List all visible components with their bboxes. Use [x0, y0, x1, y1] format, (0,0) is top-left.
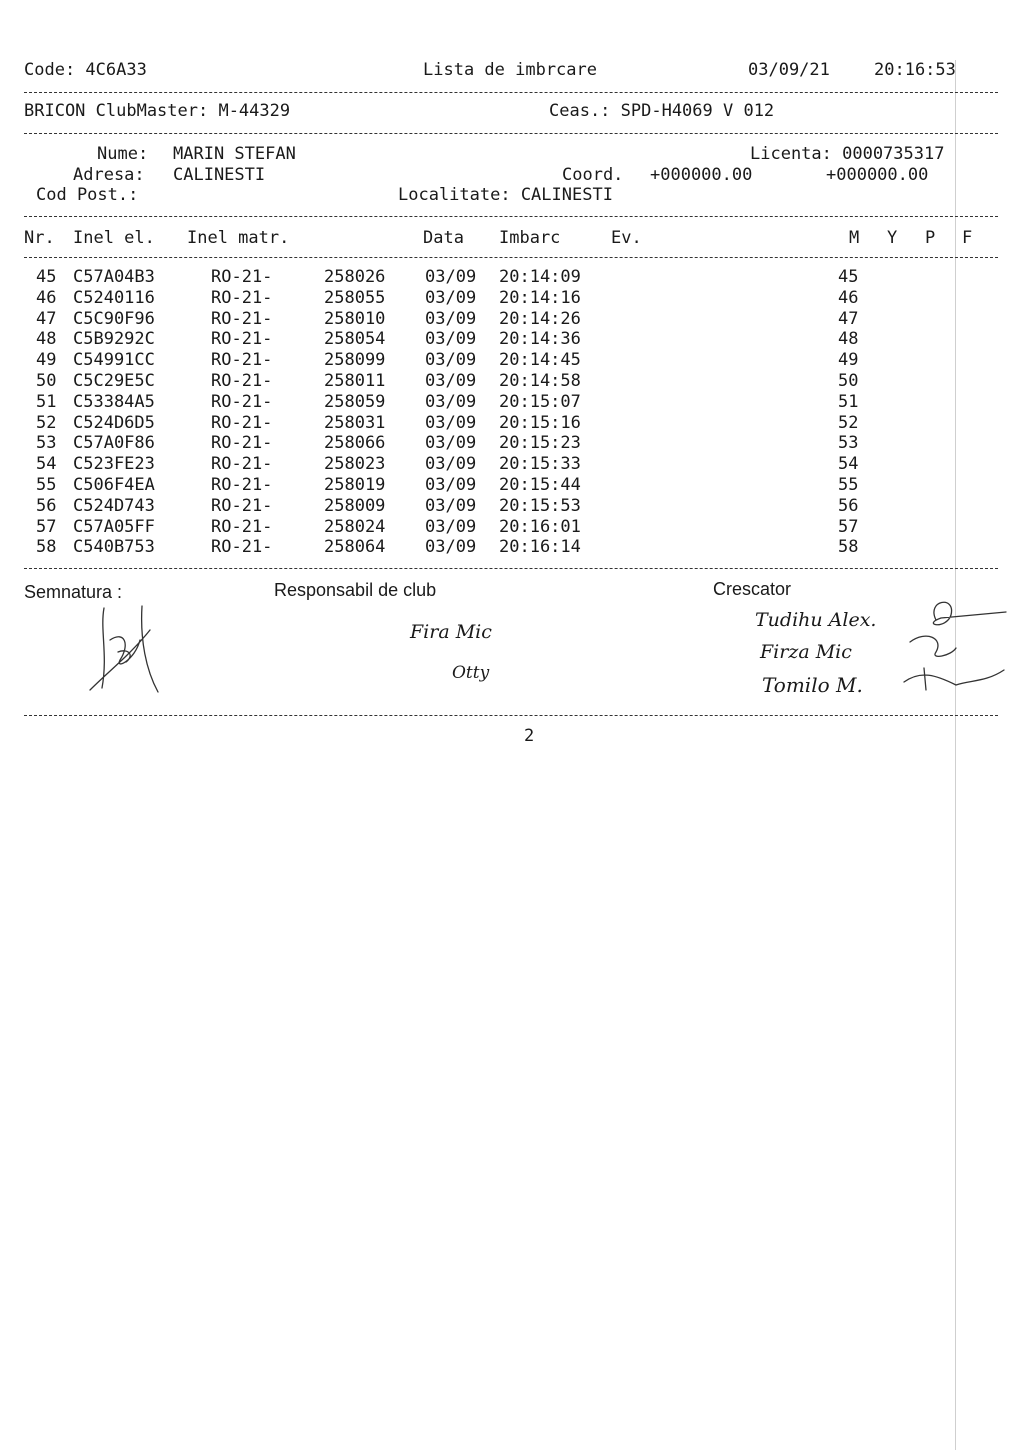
- cell-nr: 47: [36, 308, 57, 329]
- cell-nr: 52: [36, 412, 57, 433]
- cell-inel-prefix: RO-21-: [211, 433, 273, 454]
- cell-imbarc: 20:14:36: [499, 329, 581, 350]
- cell-inel-matr: 258019: [324, 475, 386, 495]
- coord-x: +000000.00: [650, 165, 753, 185]
- col-header-data: Data: [423, 228, 464, 248]
- semnatura-label: Semnatura :: [24, 582, 123, 602]
- localitate-label: Localitate: CALINESTI: [398, 185, 613, 205]
- cell-inel-prefix: RO-21-: [211, 537, 273, 558]
- divider: [24, 133, 998, 134]
- adresa-value: CALINESTI: [173, 165, 266, 185]
- page-title: Lista de imbrcare: [423, 60, 597, 80]
- cell-inel-el: C57A05FF: [73, 516, 155, 537]
- cell-inel-matr: 258024: [324, 516, 386, 537]
- cell-imbarc: 20:15:53: [499, 495, 581, 516]
- cell-nr: 45: [36, 267, 57, 287]
- scan-line: [955, 60, 956, 1450]
- cell-nr: 53: [36, 433, 57, 454]
- ceas-label: Ceas.: SPD-H4069 V 012: [549, 101, 775, 121]
- cell-inel-el: C57A04B3: [73, 267, 155, 287]
- cell-data: 03/09: [425, 537, 477, 558]
- cell-nr: 55: [36, 475, 57, 495]
- cell-m: 53: [838, 433, 859, 454]
- col-header-f: F: [962, 228, 973, 248]
- cell-inel-matr: 258023: [324, 454, 386, 475]
- cell-imbarc: 20:14:26: [499, 308, 581, 329]
- cell-data: 03/09: [425, 329, 477, 350]
- cell-m: 56: [838, 495, 859, 516]
- cell-m: 55: [838, 475, 859, 495]
- cell-imbarc: 20:15:23: [499, 433, 581, 454]
- cell-inel-el: C57A0F86: [73, 433, 155, 454]
- cell-inel-prefix: RO-21-: [211, 495, 273, 516]
- cell-data: 03/09: [425, 412, 477, 433]
- divider: [24, 715, 998, 716]
- cell-imbarc: 20:15:07: [499, 391, 581, 412]
- cell-m: 45: [838, 267, 859, 287]
- cell-inel-el: C540B753: [73, 537, 155, 558]
- cell-m: 57: [838, 516, 859, 537]
- cell-inel-el: C523FE23: [73, 454, 155, 475]
- cell-inel-matr: 258010: [324, 308, 386, 329]
- crescator-scribbles: [896, 590, 1006, 700]
- cell-imbarc: 20:16:01: [499, 516, 581, 537]
- cell-data: 03/09: [425, 495, 477, 516]
- cell-data: 03/09: [425, 350, 477, 371]
- responsabil-label: Responsabil de club: [274, 580, 437, 600]
- cell-m: 48: [838, 329, 859, 350]
- cod-post-label: Cod Post.:: [36, 185, 139, 205]
- cell-imbarc: 20:14:58: [499, 371, 581, 391]
- crescator-signature-1: Tudihu Alex.: [755, 609, 877, 631]
- col-header-p: P: [925, 228, 936, 248]
- cell-inel-prefix: RO-21-: [211, 267, 273, 287]
- divider: [24, 92, 998, 93]
- cell-inel-prefix: RO-21-: [211, 371, 273, 391]
- responsabil-signature-initial: Otty: [452, 663, 490, 683]
- col-header-nr: Nr.: [24, 228, 55, 248]
- cell-data: 03/09: [425, 516, 477, 537]
- cell-imbarc: 20:15:16: [499, 412, 581, 433]
- cell-imbarc: 20:15:33: [499, 454, 581, 475]
- col-header-imbarc: Imbarc: [499, 228, 561, 248]
- cell-nr: 56: [36, 495, 57, 516]
- cell-data: 03/09: [425, 454, 477, 475]
- cell-inel-el: C54991CC: [73, 350, 155, 371]
- cell-m: 52: [838, 412, 859, 433]
- cell-inel-prefix: RO-21-: [211, 350, 273, 371]
- cell-data: 03/09: [425, 475, 477, 495]
- header-date: 03/09/21: [748, 60, 830, 80]
- cell-m: 50: [838, 371, 859, 391]
- cell-inel-el: C5B9292C: [73, 329, 155, 350]
- coord-y: +000000.00: [826, 165, 929, 185]
- cell-inel-prefix: RO-21-: [211, 287, 273, 308]
- cell-m: 47: [838, 308, 859, 329]
- cell-inel-el: C5240116: [73, 287, 155, 308]
- nume-value: MARIN STEFAN: [173, 144, 296, 164]
- divider: [24, 568, 998, 569]
- cell-nr: 49: [36, 350, 57, 371]
- nume-label: Nume:: [97, 144, 149, 164]
- cell-data: 03/09: [425, 371, 477, 391]
- cell-imbarc: 20:14:45: [499, 350, 581, 371]
- crescator-signature-3: Tomilo M.: [762, 673, 863, 697]
- cell-inel-el: C524D743: [73, 495, 155, 516]
- cell-data: 03/09: [425, 267, 477, 287]
- coord-label: Coord.: [562, 165, 624, 185]
- cell-inel-matr: 258066: [324, 433, 386, 454]
- col-header-inel-el: Inel el.: [73, 228, 155, 248]
- cell-inel-el: C5C90F96: [73, 308, 155, 329]
- cell-inel-matr: 258064: [324, 537, 386, 558]
- cell-inel-prefix: RO-21-: [211, 329, 273, 350]
- cell-inel-matr: 258031: [324, 412, 386, 433]
- cell-data: 03/09: [425, 391, 477, 412]
- col-header-inel-matr: Inel matr.: [187, 228, 290, 248]
- col-header-y: Y: [887, 228, 898, 248]
- cell-inel-prefix: RO-21-: [211, 516, 273, 537]
- divider: [24, 257, 998, 258]
- cell-data: 03/09: [425, 287, 477, 308]
- cell-nr: 48: [36, 329, 57, 350]
- cell-nr: 54: [36, 454, 57, 475]
- cell-inel-matr: 258055: [324, 287, 386, 308]
- licenta-label: Licenta: 0000735317: [750, 144, 945, 164]
- cell-imbarc: 20:16:14: [499, 537, 581, 558]
- cell-inel-matr: 258009: [324, 495, 386, 516]
- cell-m: 51: [838, 391, 859, 412]
- cell-inel-matr: 258026: [324, 267, 386, 287]
- cell-inel-prefix: RO-21-: [211, 308, 273, 329]
- cell-nr: 58: [36, 537, 57, 558]
- crescator-label: Crescator: [713, 579, 792, 599]
- clubmaster-label: BRICON ClubMaster: M-44329: [24, 101, 291, 121]
- adresa-label: Adresa:: [73, 165, 145, 185]
- col-header-ev: Ev.: [611, 228, 642, 248]
- cell-data: 03/09: [425, 308, 477, 329]
- header-time: 20:16:53: [874, 60, 956, 80]
- code-label: Code: 4C6A33: [24, 60, 147, 80]
- crescator-signature-2: Firza Mic: [760, 641, 852, 663]
- signature-scribble: [80, 600, 180, 700]
- cell-m: 58: [838, 537, 859, 558]
- cell-inel-el: C53384A5: [73, 391, 155, 412]
- cell-inel-prefix: RO-21-: [211, 454, 273, 475]
- cell-inel-matr: 258054: [324, 329, 386, 350]
- cell-imbarc: 20:15:44: [499, 475, 581, 495]
- cell-imbarc: 20:14:09: [499, 267, 581, 287]
- responsabil-signature-name: Fira Mic: [410, 621, 492, 643]
- cell-imbarc: 20:14:16: [499, 287, 581, 308]
- page-number: 2: [524, 726, 535, 746]
- divider: [24, 216, 998, 217]
- cell-nr: 51: [36, 391, 57, 412]
- cell-m: 54: [838, 454, 859, 475]
- cell-nr: 57: [36, 516, 57, 537]
- cell-inel-prefix: RO-21-: [211, 475, 273, 495]
- cell-inel-matr: 258011: [324, 371, 386, 391]
- cell-inel-matr: 258099: [324, 350, 386, 371]
- cell-nr: 50: [36, 371, 57, 391]
- cell-inel-prefix: RO-21-: [211, 412, 273, 433]
- cell-inel-el: C524D6D5: [73, 412, 155, 433]
- cell-inel-prefix: RO-21-: [211, 391, 273, 412]
- col-header-m: M: [849, 228, 860, 248]
- cell-inel-el: C5C29E5C: [73, 371, 155, 391]
- cell-inel-el: C506F4EA: [73, 475, 155, 495]
- cell-m: 46: [838, 287, 859, 308]
- cell-data: 03/09: [425, 433, 477, 454]
- cell-nr: 46: [36, 287, 57, 308]
- cell-inel-matr: 258059: [324, 391, 386, 412]
- cell-m: 49: [838, 350, 859, 371]
